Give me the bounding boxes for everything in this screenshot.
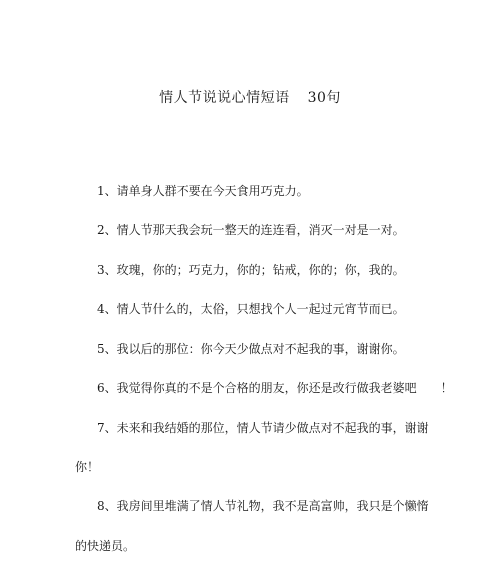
list-item-6-text: 6、我觉得你真的不是个合格的朋友，你还是改行做我老婆吧 xyxy=(97,381,417,395)
list-item-4: 4、情人节什么的，太俗，只想找个人一起过元宵节而已。 xyxy=(97,302,405,316)
document-title xyxy=(0,88,500,108)
list-item-2: 2、情人节那天我会玩一整天的连连看，消灭一对是一对。 xyxy=(97,223,405,237)
list-item-6 xyxy=(97,380,453,396)
list-item-1: 1、请单身人群不要在今天食用巧克力。 xyxy=(97,184,309,198)
list-item-8: 8、我房间里堆满了情人节礼物，我不是高富帅，我只是个懒惰 xyxy=(97,499,429,513)
list-item-8-continuation: 的快递员。 xyxy=(75,539,136,553)
title-text: 情人节说说心情短语 xyxy=(159,90,290,106)
list-item-7-continuation: 你！ xyxy=(75,460,100,474)
list-item-3: 3、玫瑰，你的；巧克力，你的；钻戒，你的；你，我的。 xyxy=(97,263,405,277)
list-item-6-tail: ！ xyxy=(440,381,453,395)
list-item-5: 5、我以后的那位：你今天少做点对不起我的事，谢谢你。 xyxy=(97,342,405,356)
list-item-7: 7、未来和我结婚的那位，情人节请少做点对不起我的事，谢谢 xyxy=(97,421,429,435)
title-count: 30句 xyxy=(307,90,341,106)
